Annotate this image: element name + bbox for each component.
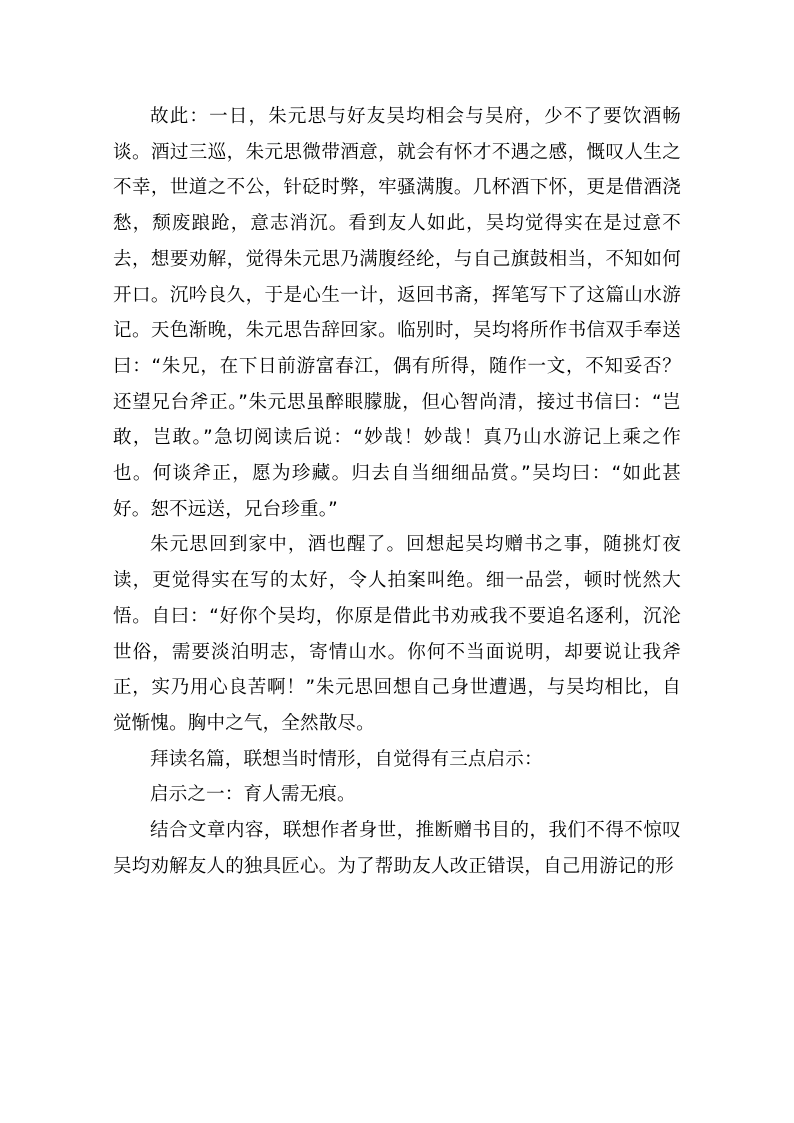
- document-page: [113, 99, 681, 884]
- paragraph-5: 结合文章内容，联想作者身世，推断赠书目的，我们不得不惊叹吴均劝解友人的独具匠心。为了帮助友人改正错误，自己用游记的形: [113, 820, 681, 877]
- paragraph-3: 拜读名篇，联想当时情形，自觉得有三点启示：: [150, 748, 543, 770]
- paragraph-2: 朱元思回到家中，酒也醒了。回想起吴均赠书之事，随挑灯夜读，更觉得实在写的太好，令人拍案叫绝。细一品尝，顿时恍然大悟。自曰：“好你个吴均，你原是借此书劝戒我不要追名逐利，沉沦世俗，需要淡泊明志，寄情山水。你何不当面说明，却要说让我斧正，实乃用心良苦啊！”朱元思回想自己身世遭遇，与吴均相比，自觉惭愧。胸中之气，全然散尽。: [113, 534, 681, 734]
- paragraph-1: 故此：一日，朱元思与好友吴均相会与吴府，少不了要饮酒畅谈。酒过三巡，朱元思微带酒意，就会有怀才不遇之感，慨叹人生之不幸，世道之不公，针砭时弊，牢骚满腹。几杯酒下怀，更是借酒浇愁，颓废踉跄，意志消沉。看到友人如此，吴均觉得实在是过意不去，想要劝解，觉得朱元思乃满腹经纶，与自己旗鼓相当，不知如何开口。沉吟良久，于是心生一计，返回书斋，挥笔写下了这篇山水游记。天色渐晚，朱元思告辞回家。临别时，吴均将所作书信双手奉送曰：“朱兄，在下日前游富春江，偶有所得，随作一文，不知妥否？还望兄台斧正。”朱元思虽醉眼朦胧，但心智尚清，接过书信曰：“岂敢，岂敢。”急切阅读后说：“妙哉！妙哉！真乃山水游记上乘之作也。何谈斧正，愿为珍藏。归去自当细细品赏。”吴均曰：“如此甚好。恕不远送，兄台珍重。”: [113, 106, 681, 520]
- paragraph-4: 启示之一：育人需无痕。: [150, 784, 356, 806]
